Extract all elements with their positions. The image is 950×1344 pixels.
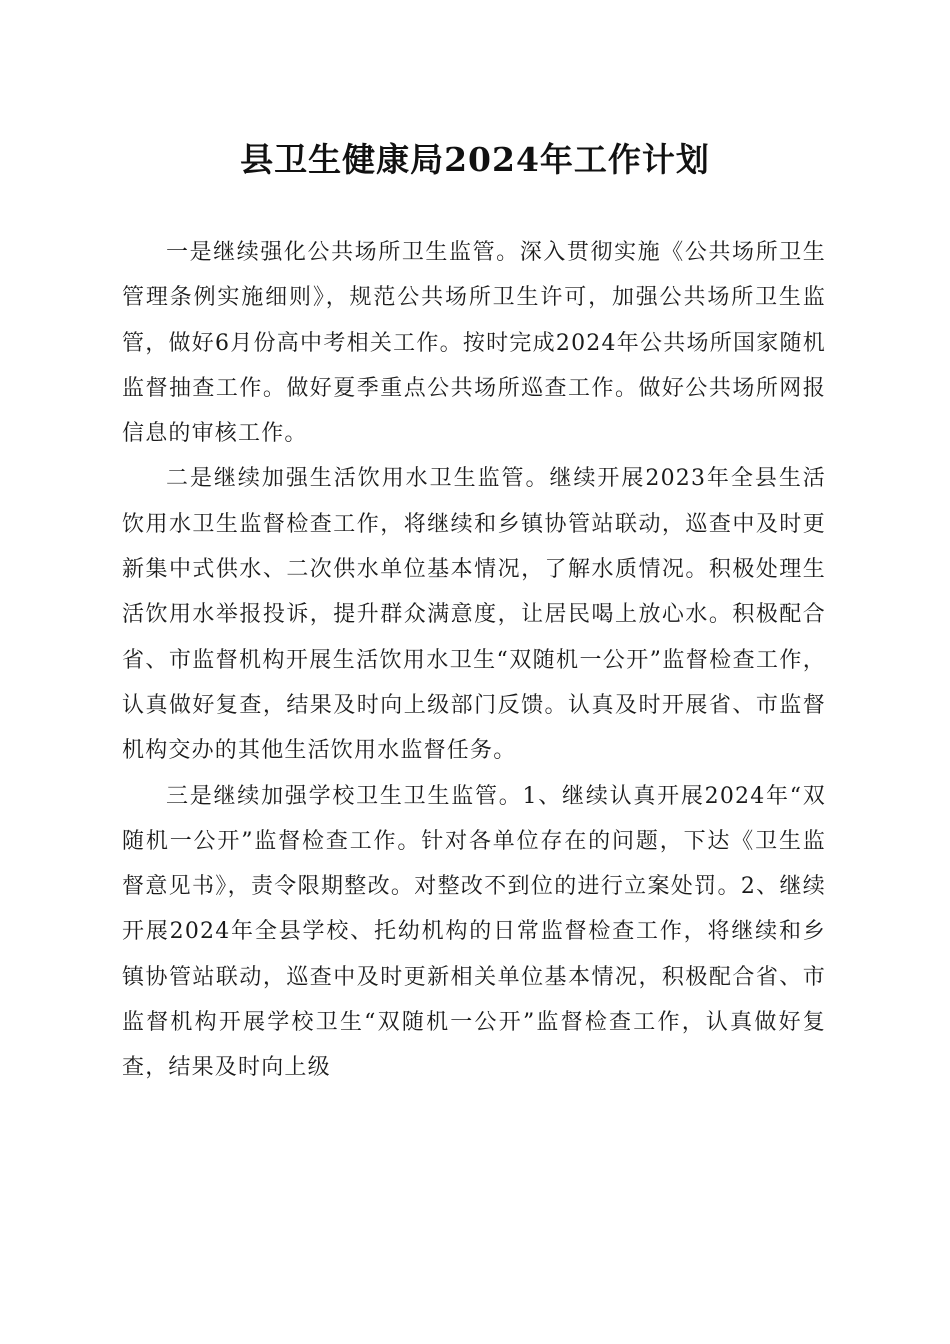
document-title: 县卫生健康局2024年工作计划 <box>240 140 710 179</box>
paragraph-text: 深入贯彻实施《公共场所卫生管理条例实施细则》，规范公共场所卫生许可，加强公共场所卫生监管，做好6月份高中考相关工作。按时完成2024年公共场所国家随机监督抽查工作。做好夏季重点公共场所巡查工作。做好公共场所网报信息的审核工作。 <box>122 240 826 447</box>
paragraph-text: 继续开展2023年全县生活饮用水卫生监督检查工作，将继续和乡镇协管站联动，巡查中及时更新集中式供水、二次供水单位基本情况，了解水质情况。积极处理生活饮用水举报投诉，提升群众满意度，让居民喝上放心水。积极配合省、市监督机构开展生活饮用水卫生“双随机一公开”监督检查工作，认真做好复查，结果及时向上级部门反馈。认真及时开展省、市监督机构交办的其他生活饮用水监督任务。 <box>122 466 827 764</box>
paragraph-lead: 一是继续强化公共场所卫生监管。 <box>166 240 520 265</box>
paragraph-text: 1、继续认真开展2024年“双随机一公开”监督检查工作。针对各单位存在的问题，下达《卫生监督意见书》，责令限期整改。对整改不到位的进行立案处罚。2、继续开展2024年全县学校、托幼机构的日常监督检查工作，将继续和乡镇协管站联动，巡查中及时更新相关单位基本情况，积极配合省、市监督机构开展学校卫生“双随机一公开”监督检查工作，认真做好复查，结果及时向上级 <box>122 783 826 1081</box>
paragraph-public-places <box>122 230 826 456</box>
paragraph-drinking-water <box>122 456 826 773</box>
document-body <box>122 230 826 1091</box>
paragraph-lead: 二是继续加强生活饮用水卫生监管。 <box>166 466 550 492</box>
paragraph-lead: 三是继续加强学校卫生卫生监管。 <box>166 783 523 809</box>
paragraph-school-hygiene <box>122 774 826 1091</box>
